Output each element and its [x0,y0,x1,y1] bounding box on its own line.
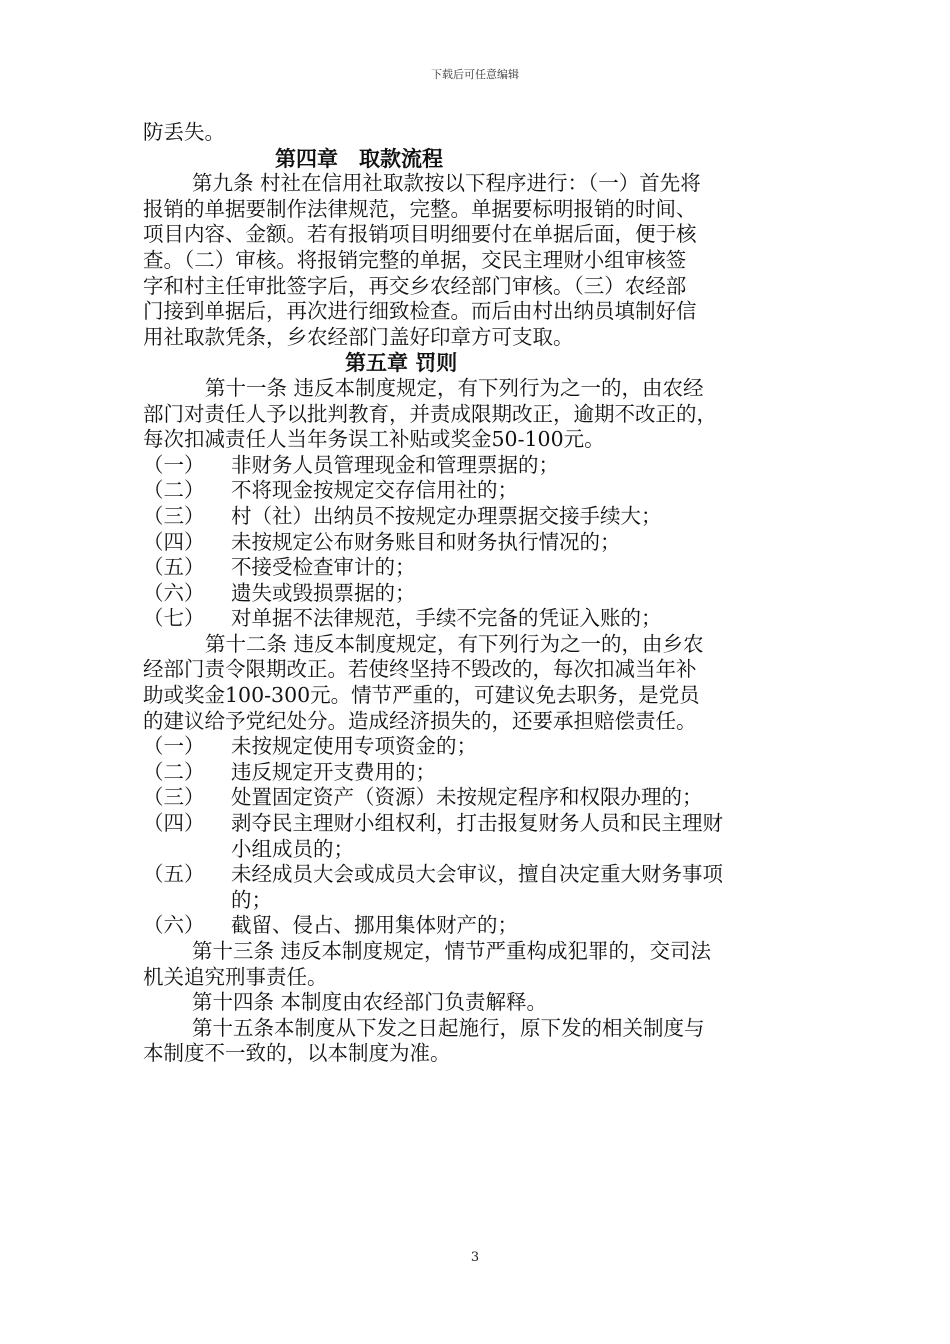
item-text-line: 未经成员大会或成员大会审议，擅自决定重大财务事项 [231,862,723,887]
chapter-4-title: 第四章 取款流程 [275,145,443,171]
article-11-item [143,504,823,530]
article-12-item [143,913,823,939]
article-14-line: 第十四条 本制度由农经部门负责解释。 [192,990,548,1015]
article-15-line: 本制度不一致的，以本制度为准。 [143,1041,451,1066]
article-11-item [143,453,823,479]
article-15-line: 第十五条本制度从下发之日起施行，原下发的相关制度与 [192,1015,705,1040]
item-text: 不接受检查审计的； [231,555,416,580]
item-number: （一） [143,452,205,477]
item-text: 非财务人员管理现金和管理票据的； [231,452,559,477]
article-9-line: 查。（二）审核。将报销完整的单据，交民主理财小组审核签 [143,247,687,272]
article-13-line: 机关追究刑事责任。 [143,964,328,989]
opening-line: 防丢失。 [143,120,225,144]
article-12-item [143,760,823,786]
article-12-item [143,811,823,862]
article-9-line: 字和村主任审批签字后，再交乡农经部门审核。（三）农经部 [143,273,687,298]
article-12-line: 的建议给予党纪处分。造成经济损失的，还要承担赔偿责任。 [143,708,697,733]
article-11-item [143,581,823,607]
item-number: （六） [143,580,205,605]
item-text: 村（社）出纳员不按规定办理票据交接手续大； [231,503,662,528]
item-number: （四） [143,811,205,836]
article-12-item [143,862,823,913]
item-number: （二） [143,759,205,784]
item-text: 截留、侵占、挪用集体财产的； [231,913,518,938]
item-text: 未按规定使用专项资金的； [231,734,477,759]
article-11-line: 第十一条 违反本制度规定，有下列行为之一的，由农经 [205,375,704,400]
article-11-line: 每次扣减责任人当年务误工补贴或奖金50-100元。 [143,427,605,452]
article-9-line: 用社取款凭条，乡农经部门盖好印章方可支取。 [143,324,574,349]
article-12-item [143,734,823,760]
item-number: （二） [143,478,205,503]
item-text: 违反规定开支费用的； [231,759,436,784]
item-text [231,862,723,913]
item-text-line: 的； [231,887,272,912]
article-11-item [143,530,823,556]
page-number: 3 [470,1250,480,1265]
article-9-line: 项目内容、金额。若有报销项目明细要付在单据后面，便于核 [143,222,697,247]
item-text: 不将现金按规定交存信用社的； [231,478,518,503]
article-11-item [143,478,823,504]
item-text: 处置固定资产（资源）未按规定程序和权限办理的； [231,785,703,810]
article-9-line: 门接到单据后，再次进行细致检查。而后由村出纳员填制好信 [143,299,697,324]
item-text-line: 剥夺民主理财小组权利，打击报复财务人员和民主理财 [231,811,723,836]
chapter-5-title: 第五章 罚则 [345,350,458,376]
item-number: （三） [143,785,205,810]
item-text: 对单据不法律规范，手续不完备的凭证入账的； [231,606,662,631]
item-text [231,811,723,862]
item-text: 遗失或毁损票据的； [231,580,416,605]
article-9-line: 第九条 村社在信用社取款按以下程序进行：（一）首先将 [192,171,701,196]
article-12-line: 第十二条 违反本制度规定，有下列行为之一的，由乡农 [205,631,704,656]
article-11-item [143,555,823,581]
page-header-note: 下载后可任意编辑 [431,68,519,81]
article-12-item [143,785,823,811]
item-text: 未按规定公布财务账目和财务执行情况的； [231,529,621,554]
article-11-item [143,606,823,632]
document-body [143,120,823,1067]
item-text-line: 小组成员的； [231,836,354,861]
item-number: （六） [143,913,205,938]
article-12-line: 助或奖金100-300元。情节严重的，可建议免去职务，是党员 [143,683,700,708]
article-12-line: 经部门责令限期改正。若使终坚持不毁改的，每次扣减当年补 [143,657,697,682]
article-11-line: 部门对责任人予以批判教育，并责成限期改正，逾期不改正的， [143,401,717,426]
article-9-line: 报销的单据要制作法律规范，完整。单据要标明报销的时间、 [143,196,697,221]
item-number: （七） [143,606,205,631]
item-number: （四） [143,529,205,554]
item-number: （三） [143,503,205,528]
item-number: （五） [143,862,205,887]
item-number: （一） [143,734,205,759]
item-number: （五） [143,555,205,580]
article-13-line: 第十三条 违反本制度规定，情节严重构成犯罪的，交司法 [192,939,712,963]
